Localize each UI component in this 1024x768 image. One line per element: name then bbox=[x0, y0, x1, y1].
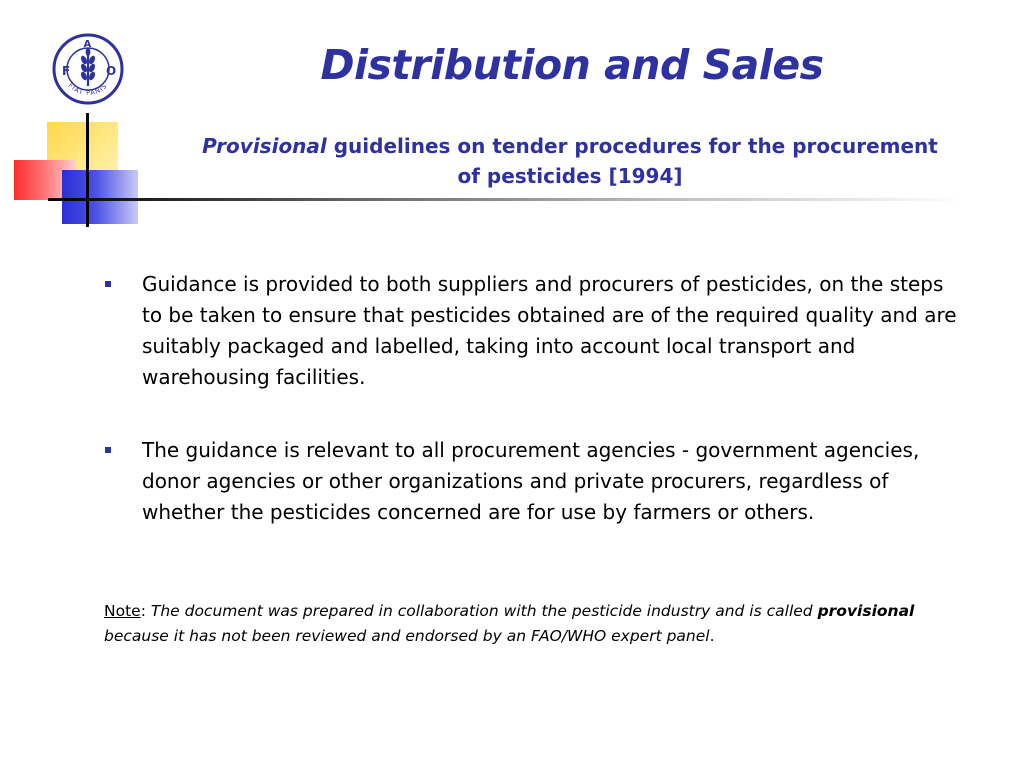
fao-logo-icon bbox=[52, 33, 124, 105]
decor-blue-square bbox=[62, 170, 138, 224]
decor-vertical-line bbox=[86, 113, 89, 227]
note-end: . bbox=[709, 627, 715, 645]
slide-subtitle bbox=[200, 131, 940, 191]
note-separator: : bbox=[140, 602, 151, 620]
bullet-text: The guidance is relevant to all procurement agencies - government agencies, donor agencies or other organizations and private procurers, regardless of whether the pesticides concerned are for use by farmers or others. bbox=[142, 438, 920, 524]
subtitle-emphasis: Provisional bbox=[202, 134, 327, 158]
note-text-part2: because it has not been reviewed and endorsed by an FAO/WHO expert panel bbox=[104, 627, 710, 645]
bullet-list bbox=[104, 269, 964, 528]
slide-title: Distribution and Sales bbox=[320, 41, 824, 89]
bullet-square-icon bbox=[105, 281, 111, 287]
svg-text:FIAT PANIS: FIAT PANIS bbox=[66, 81, 110, 97]
bullet-square-icon bbox=[105, 447, 111, 453]
svg-text:F: F bbox=[62, 64, 71, 78]
footnote bbox=[104, 599, 974, 649]
bullet-item bbox=[104, 435, 964, 528]
svg-text:A: A bbox=[83, 39, 92, 50]
bullet-item bbox=[104, 269, 964, 393]
note-emphasis: provisional bbox=[817, 602, 915, 620]
subtitle-text: guidelines on tender procedures for the procurement of pesticides [1994] bbox=[326, 134, 938, 188]
title-divider-line bbox=[48, 198, 964, 201]
note-text-part1: The document was prepared in collaboration with the pesticide industry and is called bbox=[150, 602, 818, 620]
bullet-text: Guidance is provided to both suppliers and procurers of pesticides, on the steps to be taken to ensure that pesticides obtained are of the required quality and are suitably packaged and labelled, taking into account local transport and warehousing facilities. bbox=[142, 272, 957, 389]
note-label: Note bbox=[104, 602, 141, 620]
svg-text:O: O bbox=[106, 64, 117, 78]
